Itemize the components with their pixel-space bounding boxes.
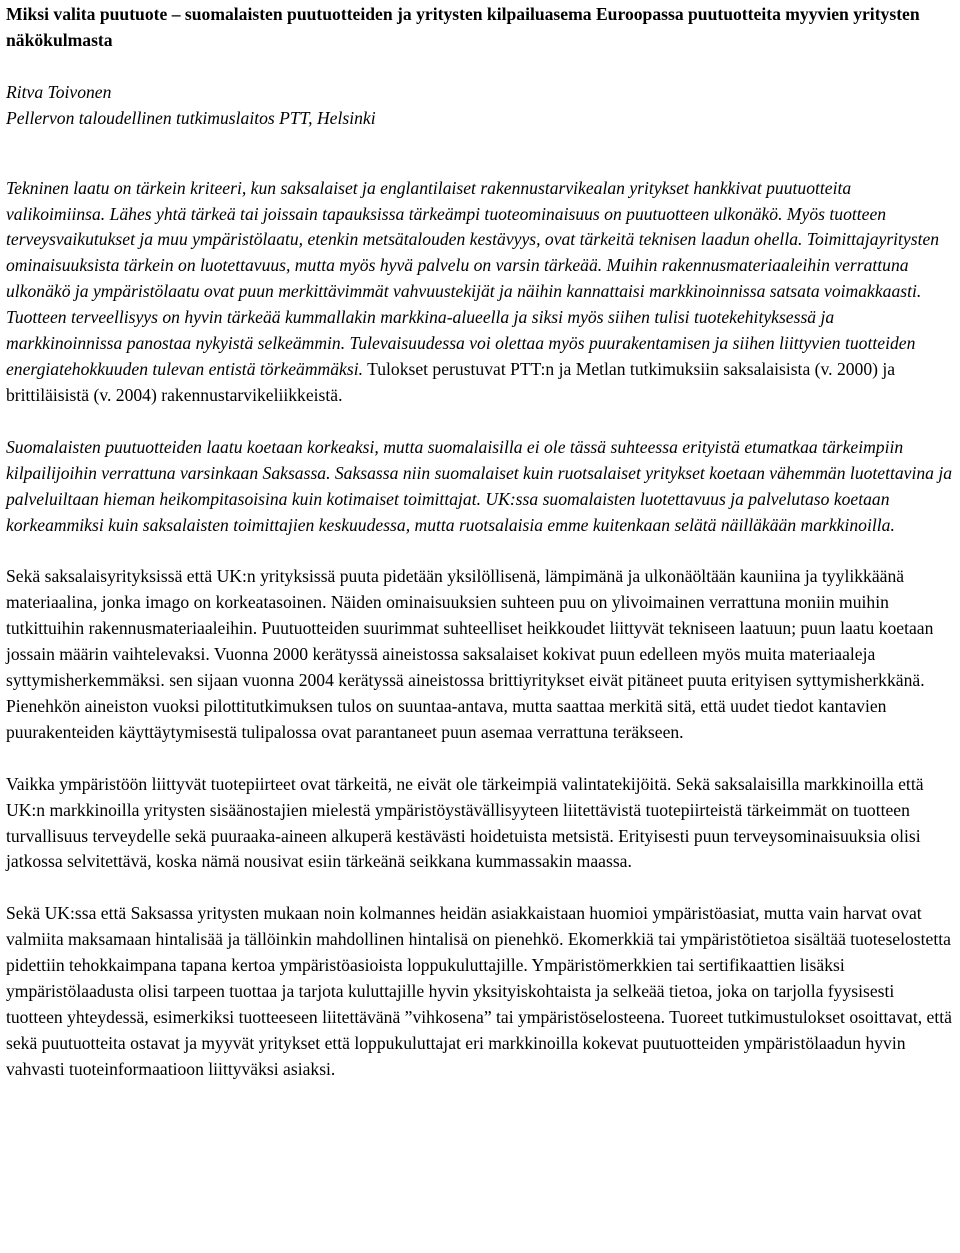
abstract-italic-text: Tekninen laatu on tärkein kriteeri, kun saksalaiset ja englantilaiset rakennustarvikealan yritykset hankkivat puutuotteita valikoimiinsa. Lähes yhtä tärkeä tai joissain tapauksissa tärkeämpi tuoteominaisuus on puutuotteen ulkonäkö. Myös tuotteen terveysvaikutukset ja muu ympäristölaatu, etenkin metsätalouden kestävyys, ovat tärkeitä teknisen laadun ohella. Toimittajayritysten ominaisuuksista tärkein on luotettavuus, mutta myös hyvä palvelu on varsin tärkeää. Muihin rakennusmateriaaleihin verrattuna ulkonäkö ja ympäristölaatu ovat puun merkittävimmät vahvuustekijät ja näihin kannattaisi markkinoinnissa satsata voimakkaasti. Tuotteen terveellisyys on hyvin tärkeää kummallakin markkina-alueella ja siksi myös siihen tulisi tuotekehityksessä ja markkinoinnissa panostaa nykyistä selkeämmin. Tulevaisuudessa voi olettaa myös puurakentamisen ja siihen liittyvien tuotteiden energiatehokkuuden tulevan entistä törkeämmäksi. [6,177,940,379]
body-paragraph-environment: Vaikka ympäristöön liittyvät tuotepiirteet ovat tärkeitä, ne eivät ole tärkeimpiä valintatekijöitä. Sekä saksalaisilla markkinoilla että UK:n markkinoilla yritysten sisäänostajien mielestä ympäristöystävällisyyteen liitettävistä tuotepiirteistä tärkeimmät on tuotteen turvallisuus terveydelle sekä puuraaka-aineen alkuperä kestävästi hoidetuista metsistä. Erityisesti puun terveysominaisuuksia olisi jatkossa selvitettävä, koska nämä nousivat esiin tärkeänä seikkana kummassakin maassa. [6,773,924,872]
author-name: Ritva Toivonen [6,81,112,102]
body-paragraph-image: Sekä saksalaisyrityksissä että UK:n yrityksissä puuta pidetään yksilöllisenä, lämpimänä ja ulkonäöltään kauniina ja tyylikkäänä materiaalina, jonka imago on korkeatasoinen. Näiden ominaisuuksien suhteen puu on ylivoimainen verrattuna moniin muihin tutkittuihin rakennusmateriaaleihin. Puutuotteiden suurimmat suhteelliset heikkoudet liittyvät tekniseen laatuun; puun laatu koetaan jossain määrin vaihtelevaksi. Vuonna 2000 kerätyssä aineistossa saksalaiset kokivat puun edelleen myös muita materiaaleja syttymisherkemmäksi. sen sijaan vuonna 2004 kerätyssä aineistossa brittiyritykset eivät pitäneet puuta erityisen syttymisherkkänä. Pienehkön aineiston vuoksi pilottitutkimuksen tulos on suuntaa-antava, mutta saattaa merkitä sitä, että uudet tiedot kantavien puurakenteiden käyttäytymisestä tulipalossa ovat parantaneet puun asemaa verrattuna teräkseen. [6,566,934,742]
abstract-paragraph [6,176,954,409]
body-paragraph-consumers: Sekä UK:ssa että Saksassa yritysten mukaan noin kolmannes heidän asiakkaistaan huomioi ympäristöasiat, mutta vain harvat ovat valmiita maksamaan hintalisää ja tällöinkin mahdollinen hintalisä on pienehkö. Ekomerkkiä tai ympäristötietoa sisältää tuoteselostetta pidettiin tehokkaimpana tapana kertoa ympäristöasioista loppukuluttajille. Ympäristömerkkien tai sertifikaattien lisäksi ympäristölaadusta olisi tarpeen tuottaa ja tarjota kuluttajille hyvin yksityiskohtaista ja selkeää tietoa, joka on tarjolla fyysisesti tuotteen yhteydessä, esimerkiksi tuotteeseen liitettävänä ”vihkosena” tai ympäristöselosteena. Tuoreet tutkimustulokset osoittavat, että sekä puutuotteita ostavat ja myyvät yritykset että loppukuluttajat eri markkinoilla kokevat puutuotteiden ympäristölaadun hyvin vahvasti tuoteinformaatioon liittyväksi asiaksi. [6,903,952,1079]
body-paragraph-quality: Suomalaisten puutuotteiden laatu koetaan korkeaksi, mutta suomalaisilla ei ole tässä suhteessa erityistä etumatkaa tärkeimpiin kilpailijoihin verrattuna varsinkaan Saksassa. Saksassa niin suomalaiset kuin ruotsalaiset yritykset koetaan vähemmän luotettavina ja palveluiltaan hieman heikompitasoisina kuin kotimaiset toimittajat. UK:ssa suomalaisten luotettavuus ja palvelutaso koetaan korkeammiksi kuin saksalaisten toimittajien keskuudessa, mutta ruotsalaisia emme kuitenkaan selätä näilläkään markkinoilla. [6,436,953,535]
abstract-plain-text: Tulokset perustuvat PTT:n ja Metlan tutkimuksiin saksalaisista (v. 2000) ja brittiläisistä (v. 2004) rakennustarvikeliikkeistä. [6,358,896,405]
document-title: Miksi valita puutuote – suomalaisten puutuotteiden ja yritysten kilpailuasema Euroopassa puutuotteita myyvien yritysten näkökulmasta [6,4,920,50]
author-affiliation: Pellervon taloudellinen tutkimuslaitos PTT, Helsinki [6,107,376,128]
